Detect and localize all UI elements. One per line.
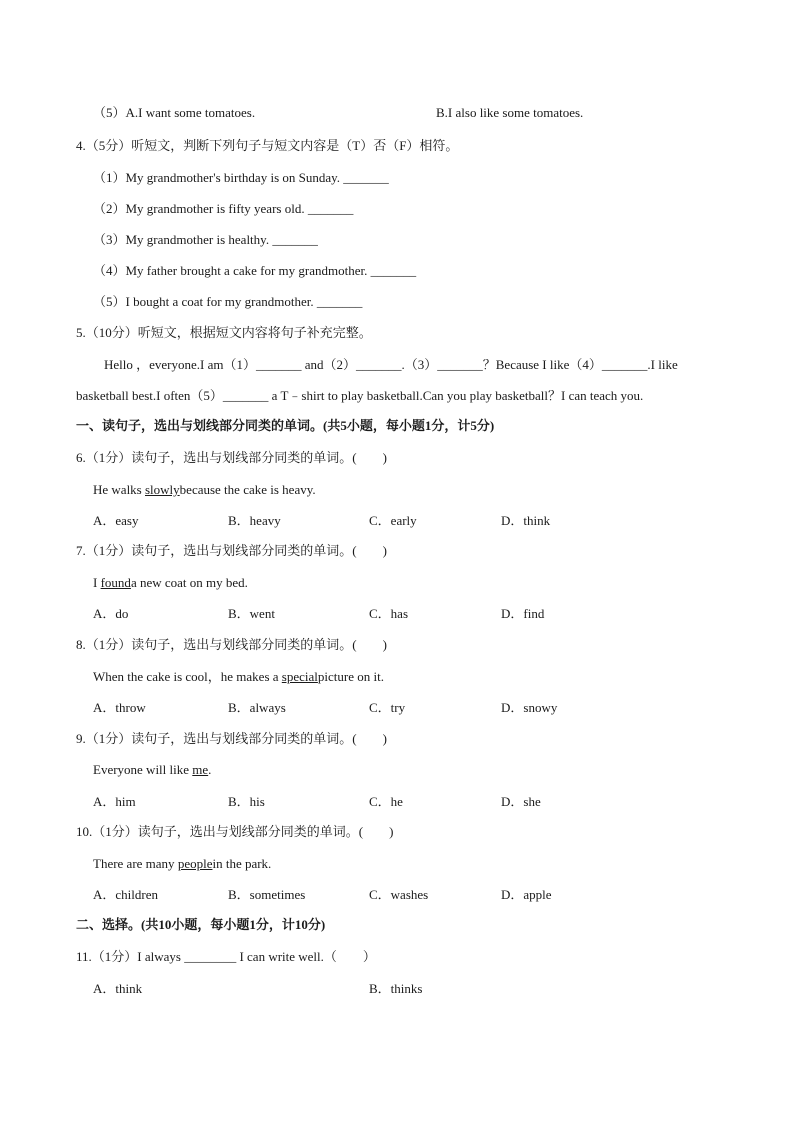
- q6-underlined-word: slowly: [145, 482, 180, 497]
- q8-option-b[interactable]: B．always: [228, 700, 286, 715]
- q10-option-c[interactable]: C．washes: [369, 887, 429, 902]
- q5-stem: 5.（10分）听短文，根据短文内容将句子补充完整。: [76, 325, 372, 340]
- q11-option-a[interactable]: A．think: [93, 981, 143, 996]
- q8-option-d[interactable]: D．snowy: [501, 700, 558, 715]
- q4-item-5: （5）I bought a coat for my grandmother. _______: [93, 294, 363, 309]
- q4-item-3: （3）My grandmother is healthy. _______: [93, 232, 318, 247]
- q11-option-b[interactable]: B．thinks: [369, 981, 423, 996]
- q10-stem: 10.（1分）读句子，选出与划线部分同类的单词。( ): [76, 824, 394, 839]
- q7-option-c[interactable]: C．has: [369, 606, 409, 621]
- q6-stem: 6.（1分）读句子，选出与划线部分同类的单词。( ): [76, 450, 387, 465]
- q8-sentence: When the cake is cool，he makes a specialpicture on it.: [93, 669, 384, 684]
- section-2-title: 二、选择。(共10小题，每小题1分，计10分): [76, 917, 326, 932]
- q9-option-b[interactable]: B．his: [228, 794, 265, 809]
- q5-passage-line-1: Hello ，everyone.I am（1）_______ and（2）_______.（3）_______？Because I like（4）_______.I like: [104, 357, 678, 372]
- q9-option-d[interactable]: D．she: [501, 794, 541, 809]
- q8-underlined-word: special: [281, 669, 318, 684]
- q7-option-a[interactable]: A．do: [93, 606, 129, 621]
- q7-stem: 7.（1分）读句子，选出与划线部分同类的单词。( ): [76, 543, 387, 558]
- q9-option-a[interactable]: A．him: [93, 794, 136, 809]
- q4-item-2: （2）My grandmother is fifty years old. _______: [93, 201, 354, 216]
- q7-underlined-word: found: [100, 575, 131, 590]
- q10-option-b[interactable]: B．sometimes: [228, 887, 306, 902]
- q10-option-a[interactable]: A．children: [93, 887, 158, 902]
- q6-sentence: He walks slowlybecause the cake is heavy.: [93, 482, 316, 497]
- section-1-title: 一、读句子，选出与划线部分同类的单词。(共5小题，每小题1分，计5分): [76, 418, 495, 433]
- q9-stem: 9.（1分）读句子，选出与划线部分同类的单词。( ): [76, 731, 387, 746]
- q11-stem: 11.（1分）I always ________ I can write well.（ ）: [76, 949, 376, 964]
- q6-option-b[interactable]: B．heavy: [228, 513, 281, 528]
- q10-option-d[interactable]: D．apple: [501, 887, 552, 902]
- q9-option-c[interactable]: C．he: [369, 794, 403, 809]
- q4-item-1: （1）My grandmother's birthday is on Sunday. _______: [93, 170, 389, 185]
- q3-item5-option-b: B.I also like some tomatoes.: [436, 105, 584, 120]
- q3-item5-option-a: （5）A.I want some tomatoes.: [93, 105, 256, 120]
- q8-option-a[interactable]: A．throw: [93, 700, 146, 715]
- q7-option-d[interactable]: D．find: [501, 606, 545, 621]
- q7-sentence: I founda new coat on my bed.: [93, 575, 248, 590]
- q6-option-d[interactable]: D．think: [501, 513, 551, 528]
- q9-underlined-word: me: [192, 762, 209, 777]
- q6-option-a[interactable]: A．easy: [93, 513, 139, 528]
- q4-item-4: （4）My father brought a cake for my grandmother. _______: [93, 263, 417, 278]
- q8-stem: 8.（1分）读句子，选出与划线部分同类的单词。( ): [76, 637, 387, 652]
- q4-stem: 4.（5分）听短文，判断下列句子与短文内容是（T）否（F）相符。: [76, 138, 459, 153]
- q6-option-c[interactable]: C．early: [369, 513, 417, 528]
- q8-option-c[interactable]: C．try: [369, 700, 406, 715]
- q5-passage-line-2: basketball best.I often（5）_______ a T﹣shirt to play basketball.Can you play basketball？I can teach you.: [76, 388, 644, 403]
- q10-underlined-word: people: [177, 856, 213, 871]
- q7-option-b[interactable]: B．went: [228, 606, 275, 621]
- q9-sentence: Everyone will like me.: [93, 762, 212, 777]
- q10-sentence: There are many peoplein the park.: [93, 856, 272, 871]
